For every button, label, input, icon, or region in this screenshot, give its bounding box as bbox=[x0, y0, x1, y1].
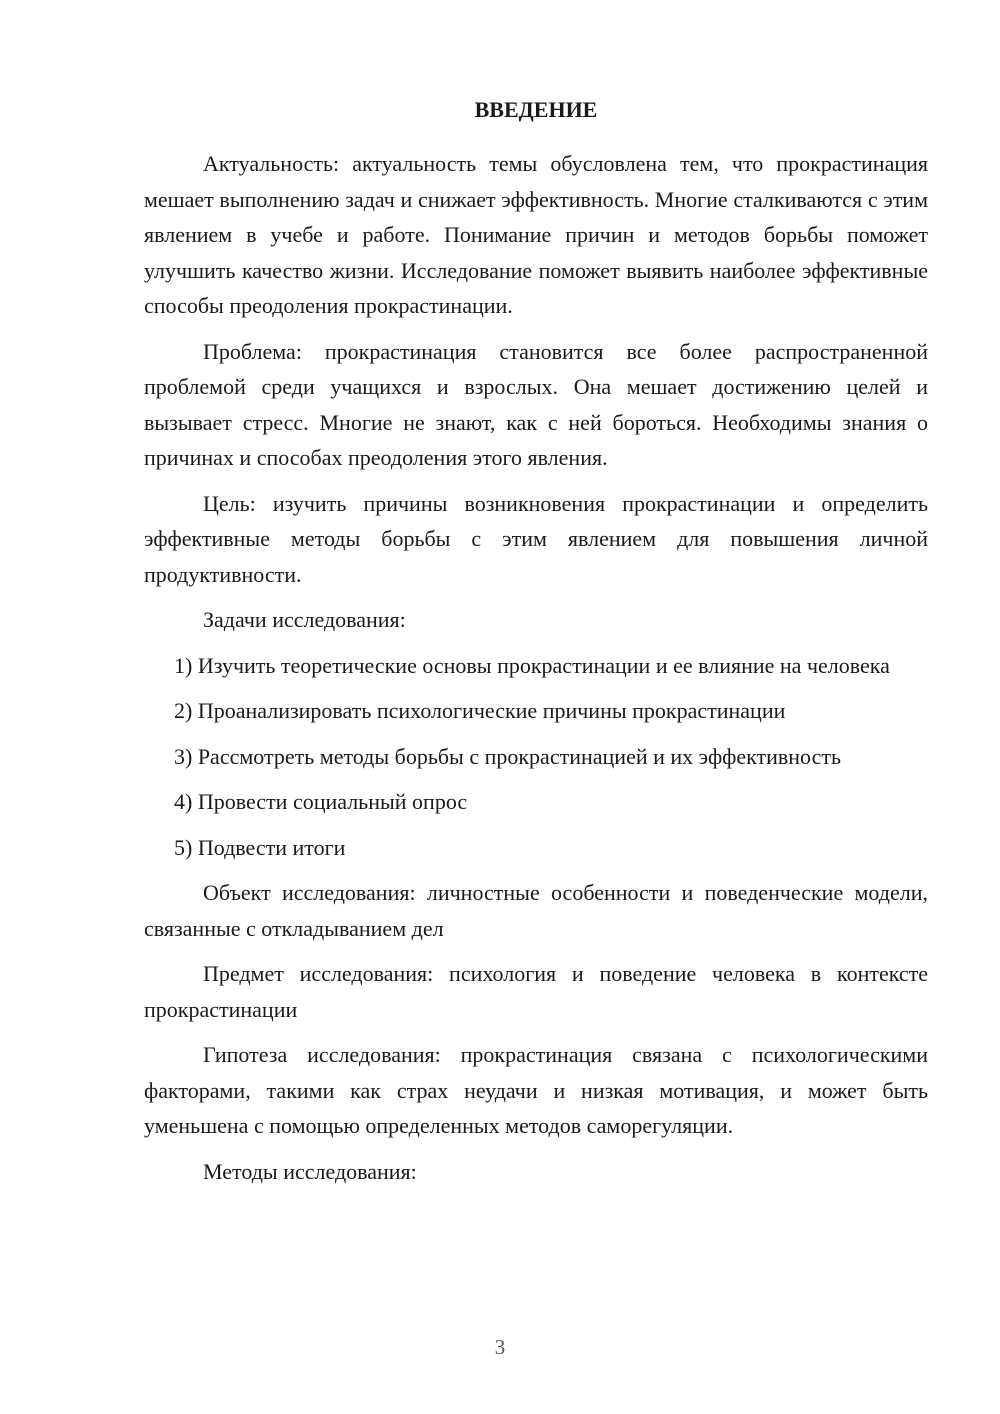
goal-paragraph: Цель: изучить причины возникновения прокрастинации и определить эффективные методы борьбы с этим явлением для повышения личной продуктивности. bbox=[144, 490, 928, 587]
task-item-2: 2) Проанализировать психологические причины прокрастинации bbox=[174, 698, 786, 723]
task-item-5: 5) Подвести итоги bbox=[174, 834, 346, 860]
task-item-1: 1) Изучить теоретические основы прокрастинации и ее влияние на человека bbox=[174, 652, 890, 678]
section-heading: ВВЕДЕНИЕ bbox=[474, 97, 598, 122]
subject-paragraph: Предмет исследования: психология и поведение человека в контексте прокрастинации bbox=[144, 961, 928, 1022]
document-page bbox=[144, 92, 928, 1199]
hypothesis-paragraph: Гипотеза исследования: прокрастинация связана с психологическими факторами, такими как страх неудачи и низкая мотивация, и может быть уменьшена с помощью определенных методов саморегуляции. bbox=[144, 1042, 928, 1138]
task-item-4: 4) Провести социальный опрос bbox=[174, 789, 468, 814]
problem-paragraph: Проблема: прокрастинация становится все более распространенной проблемой среди учащихся и взрослых. Она мешает достижению целей и вызывает стресс. Многие не знают, как с ней бороться. Необходимы знания о причинах и способах преодоления этого явления. bbox=[144, 338, 928, 470]
relevance-paragraph: Актуальность: актуальность темы обусловлена тем, что прокрастинация мешает выполнению задач и снижает эффективность. Многие сталкиваются с этим явлением в учебе и работе. Понимание причин и методов борьбы поможет улучшить качество жизни. Исследование поможет выявить наиболее эффективные способы преодоления прокрастинации. bbox=[144, 151, 928, 318]
task-item-3: 3) Рассмотреть методы борьбы с прокрастинацией и их эффективность bbox=[174, 743, 842, 769]
tasks-title: Задачи исследования: bbox=[203, 607, 406, 632]
methods-title: Методы исследования: bbox=[203, 1158, 417, 1184]
object-paragraph: Объект исследования: личностные особенности и поведенческие модели, связанные с откладыванием дел bbox=[144, 880, 928, 941]
page-number: 3 bbox=[494, 1335, 506, 1359]
